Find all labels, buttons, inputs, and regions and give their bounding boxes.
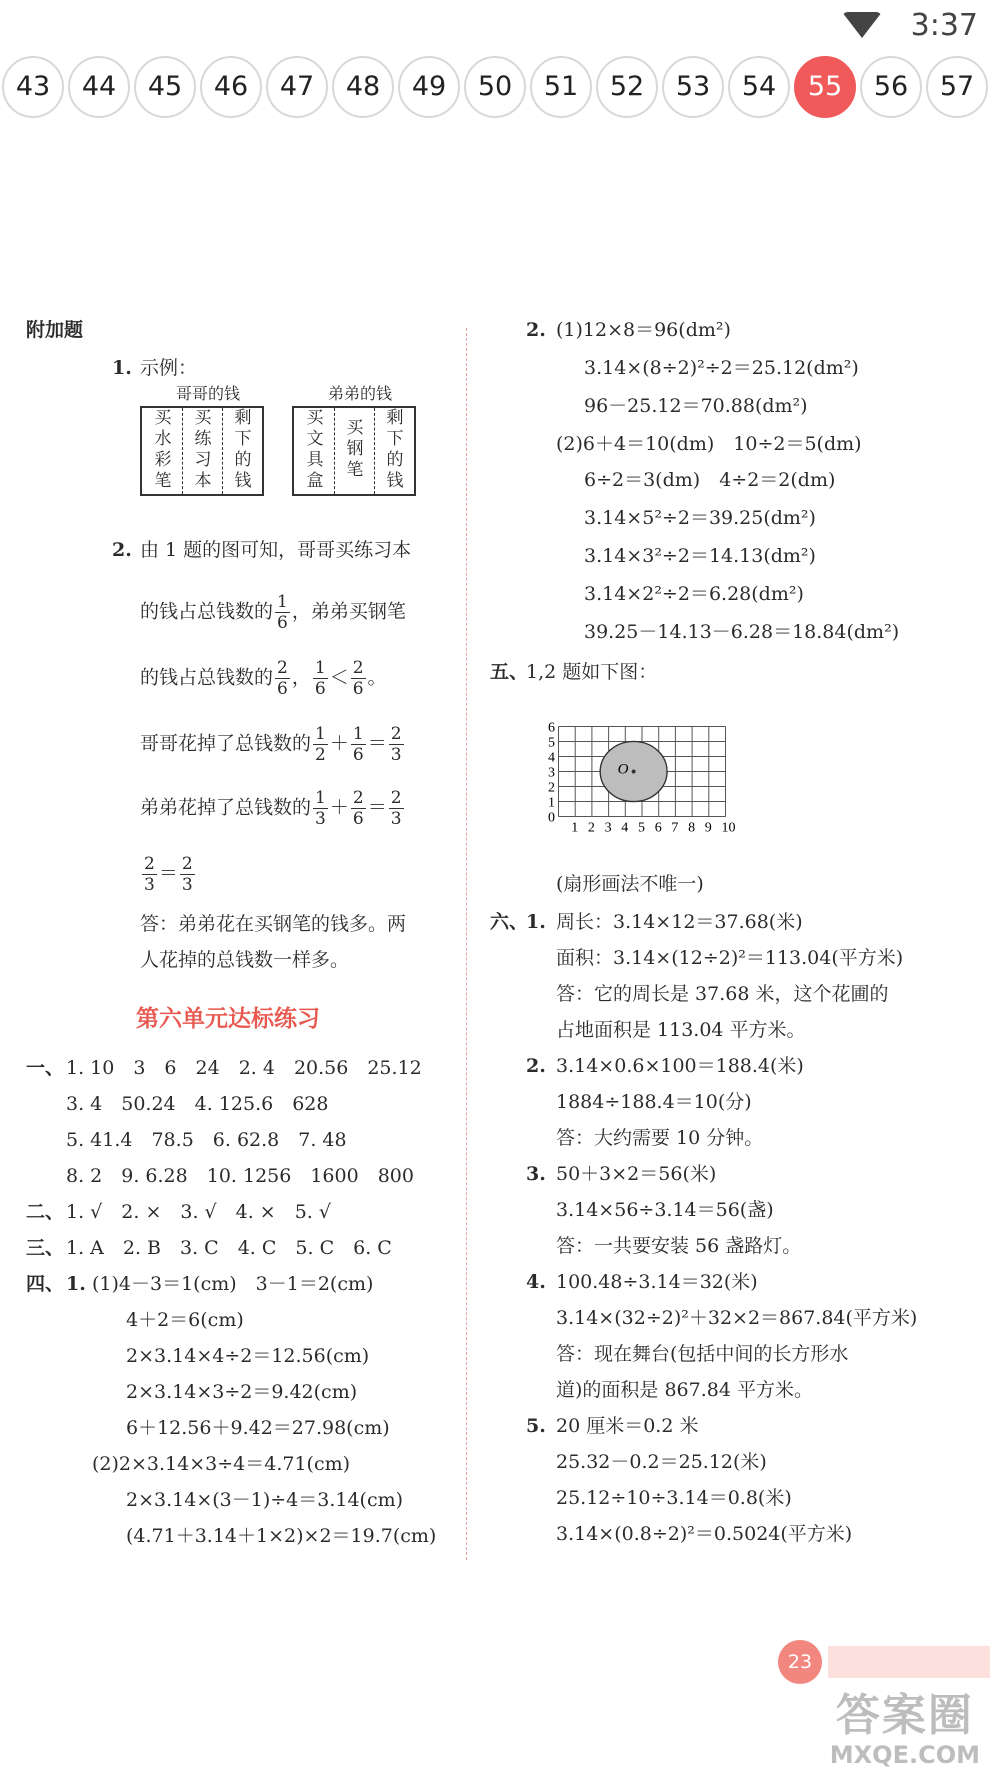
question-number: 5. xyxy=(526,1415,546,1437)
x-tick-label: 3 xyxy=(604,820,612,832)
answer-line: 5. 41.4 78.5 6. 62.8 7. 48 xyxy=(66,1129,347,1151)
answer-line: (4.71＋3.14＋1×2)×2＝19.7(cm) xyxy=(126,1525,437,1547)
bar-cell-label: 买 练 习 本 xyxy=(194,408,212,491)
y-tick-label: 0 xyxy=(548,810,555,826)
answer-line: 人花掉的总钱数一样多。 xyxy=(140,949,350,971)
answer-page xyxy=(0,319,1000,1673)
answer-line: 面积：3.14×(12÷2)²＝113.04(平方米) xyxy=(556,947,904,969)
answer-line: 答：弟弟花在买钢笔的钱多。两 xyxy=(140,913,407,935)
page-button-53[interactable]: 53 xyxy=(662,56,724,118)
bar-cell-label: 买 水 彩 笔 xyxy=(154,408,172,491)
status-bar xyxy=(0,0,1000,52)
answer-line: (1)4－3＝1(cm) 3－1＝2(cm) xyxy=(92,1273,374,1295)
section-label: 四、 xyxy=(26,1273,65,1295)
page-button-57[interactable]: 57 xyxy=(926,56,988,118)
answer-line: 2×3.14×(3－1)÷4＝3.14(cm) xyxy=(126,1489,404,1511)
page-button-54[interactable]: 54 xyxy=(728,56,790,118)
origin-label: O xyxy=(617,761,629,778)
answer-line: 20 厘米＝0.2 米 xyxy=(556,1415,699,1437)
y-tick-label: 4 xyxy=(548,750,555,766)
page-number: 23 xyxy=(778,1640,822,1684)
page-button-55[interactable]: 55 xyxy=(794,56,856,118)
answer-line: 3. 4 50.24 4. 125.6 628 xyxy=(66,1093,329,1115)
page-button-47[interactable]: 47 xyxy=(266,56,328,118)
answer-line: (2)6＋4＝10(dm) 10÷2＝5(dm) xyxy=(556,433,862,455)
bar-divider xyxy=(182,408,183,494)
x-tick-label: 1 xyxy=(571,820,579,832)
page-button-45[interactable]: 45 xyxy=(134,56,196,118)
answer-line: 3.14×2²÷2＝6.28(dm²) xyxy=(584,583,804,605)
answer-line: 3.14×(8÷2)²÷2＝25.12(dm²) xyxy=(584,357,859,379)
page-button-51[interactable]: 51 xyxy=(530,56,592,118)
bar-divider xyxy=(374,408,375,494)
answer-line: (2)2×3.14×3÷4＝4.71(cm) xyxy=(92,1453,351,1475)
question-number: 2. xyxy=(526,1055,546,1077)
answer-line: 道)的面积是 867.84 平方米。 xyxy=(556,1379,813,1401)
y-tick-label: 1 xyxy=(548,795,555,811)
page-strip xyxy=(828,1646,990,1678)
answer-line: $\frac{2}{3}$ ＝ $\frac{2}{3}$ xyxy=(144,854,193,895)
page-button-44[interactable]: 44 xyxy=(68,56,130,118)
answer-line: 占地面积是 113.04 平方米。 xyxy=(556,1019,806,1041)
question-number: 2. xyxy=(112,539,132,561)
answer-line: 3.14×5²÷2＝39.25(dm²) xyxy=(584,507,816,529)
question-text: 示例： xyxy=(140,357,198,379)
y-tick-label: 6 xyxy=(548,720,555,736)
answer-line: 答：现在舞台(包括中间的长方形水 xyxy=(556,1343,849,1365)
bar-divider xyxy=(222,408,223,494)
x-tick-label: 8 xyxy=(688,820,696,832)
answer-line: 3.14×(32÷2)²＋32×2＝867.84(平方米) xyxy=(556,1307,918,1329)
answer-line: 1. A 2. B 3. C 4. C 5. C 6. C xyxy=(66,1237,392,1259)
answer-line: 6＋12.56＋9.42＝27.98(cm) xyxy=(126,1417,390,1439)
x-tick-label: 2 xyxy=(587,820,595,832)
answer-line: 周长：3.14×12＝37.68(米) xyxy=(556,911,803,933)
answer-line: 2×3.14×4÷2＝12.56(cm) xyxy=(126,1345,370,1367)
answer-line: 50＋3×2＝56(米) xyxy=(556,1163,717,1185)
answer-line: 3.14×56÷3.14＝56(盏) xyxy=(556,1199,774,1221)
answer-line: 25.32－0.2＝25.12(米) xyxy=(556,1451,767,1473)
page-button-52[interactable]: 52 xyxy=(596,56,658,118)
younger-money-label: 弟弟的钱 xyxy=(328,384,393,403)
answer-line: 由 1 题的图可知，哥哥买练习本 xyxy=(140,539,412,561)
section-label: 五、 xyxy=(490,661,529,683)
bar-cell-label: 剩 下 的 钱 xyxy=(386,408,404,491)
answer-line: 答：一共要安装 56 盏路灯。 xyxy=(556,1235,802,1257)
coordinate-grid xyxy=(548,700,768,832)
center-point xyxy=(632,770,636,774)
y-tick-label: 2 xyxy=(548,780,555,796)
page-button-56[interactable]: 56 xyxy=(860,56,922,118)
question-number: 1. xyxy=(526,911,546,933)
page-button-50[interactable]: 50 xyxy=(464,56,526,118)
answer-line: 8. 2 9. 6.28 10. 1256 1600 800 xyxy=(66,1165,414,1187)
question-number: 4. xyxy=(526,1271,546,1293)
page-button-49[interactable]: 49 xyxy=(398,56,460,118)
x-tick-label: 10 xyxy=(721,820,736,832)
watermark-url: MXQE.COM xyxy=(829,1741,980,1769)
bar-divider xyxy=(334,408,335,494)
watermark xyxy=(830,1691,980,1769)
bar-cell-label: 买 钢 笔 xyxy=(346,418,364,480)
section-label: 二、 xyxy=(26,1201,65,1223)
bar-cell-label: 剩 下 的 钱 xyxy=(234,408,252,491)
figure-note: (扇形画法不唯一) xyxy=(556,873,704,895)
answer-line: 25.12÷10÷3.14＝0.8(米) xyxy=(556,1487,792,1509)
answer-line: 2×3.14×3÷2＝9.42(cm) xyxy=(126,1381,358,1403)
clock: 3:37 xyxy=(910,8,978,43)
x-tick-label: 6 xyxy=(654,820,662,832)
answer-line: 1,2 题如下图： xyxy=(526,661,658,683)
question-number: 1. xyxy=(112,357,132,379)
y-tick-label: 5 xyxy=(548,735,555,751)
answer-line: 4＋2＝6(cm) xyxy=(126,1309,244,1331)
brother-money-bar xyxy=(140,406,264,496)
question-number: 1. xyxy=(66,1273,86,1295)
x-tick-label: 4 xyxy=(621,820,629,832)
question-number: 3. xyxy=(526,1163,546,1185)
page-selector xyxy=(0,56,1000,120)
younger-money-bar xyxy=(292,406,416,496)
x-tick-label: 9 xyxy=(704,820,712,832)
page-button-46[interactable]: 46 xyxy=(200,56,262,118)
answer-line: 6÷2＝3(dm) 4÷2＝2(dm) xyxy=(584,469,836,491)
brother-money-label: 哥哥的钱 xyxy=(176,384,241,403)
page-button-48[interactable]: 48 xyxy=(332,56,394,118)
page-button-43[interactable]: 43 xyxy=(2,56,64,118)
answer-line: 39.25－14.13－6.28＝18.84(dm²) xyxy=(584,621,900,643)
x-tick-label: 7 xyxy=(671,820,679,832)
x-tick-label: 5 xyxy=(638,820,645,832)
answer-line: 3.14×0.6×100＝188.4(米) xyxy=(556,1055,804,1077)
watermark-title: 答案圈 xyxy=(835,1690,974,1741)
answer-line: 哥哥花掉了总钱数的 $\frac{1}{2}$ ＋ $\frac{1}{6}$ ＝ $\frac{2}{3}$ xyxy=(140,724,402,765)
section-label: 一、 xyxy=(26,1057,65,1079)
answer-line: 弟弟花掉了总钱数的 $\frac{1}{3}$ ＋ $\frac{2}{6}$ ＝ $\frac{2}{3}$ xyxy=(140,788,402,829)
answer-line: 的钱占总钱数的 $\frac{1}{6}$ ，弟弟买钢笔 xyxy=(140,592,406,633)
answer-line: 的钱占总钱数的 $\frac{2}{6}$ ， $\frac{1}{6}$ ＜ $\frac{2}{6}$ 。 xyxy=(140,658,387,699)
extra-section-title: 附加题 xyxy=(26,319,84,341)
wifi-icon xyxy=(842,12,882,38)
y-tick-label: 3 xyxy=(548,765,555,781)
question-number: 2. xyxy=(526,319,546,341)
section-label: 三、 xyxy=(26,1237,65,1259)
answer-line: 96－25.12＝70.88(dm²) xyxy=(584,395,808,417)
answer-line: 答：它的周长是 37.68 米，这个花圃的 xyxy=(556,983,889,1005)
answer-line: 1. √ 2. × 3. √ 4. × 5. √ xyxy=(66,1201,331,1223)
unit-title: 第六单元达标练习 xyxy=(136,1006,320,1032)
answer-line: 答：大约需要 10 分钟。 xyxy=(556,1127,764,1149)
column-divider xyxy=(466,328,467,1560)
section-label: 六、 xyxy=(490,911,529,933)
answer-line: (1)12×8＝96(dm²) xyxy=(556,319,731,341)
answer-line: 100.48÷3.14＝32(米) xyxy=(556,1271,758,1293)
answer-line: 3.14×3²÷2＝14.13(dm²) xyxy=(584,545,816,567)
answer-line: 1. 10 3 6 24 2. 4 20.56 25.12 xyxy=(66,1057,422,1079)
bar-cell-label: 买 文 具 盒 xyxy=(306,408,324,491)
answer-line: 1884÷188.4＝10(分) xyxy=(556,1091,752,1113)
answer-line: 3.14×(0.8÷2)²＝0.5024(平方米) xyxy=(556,1523,853,1545)
